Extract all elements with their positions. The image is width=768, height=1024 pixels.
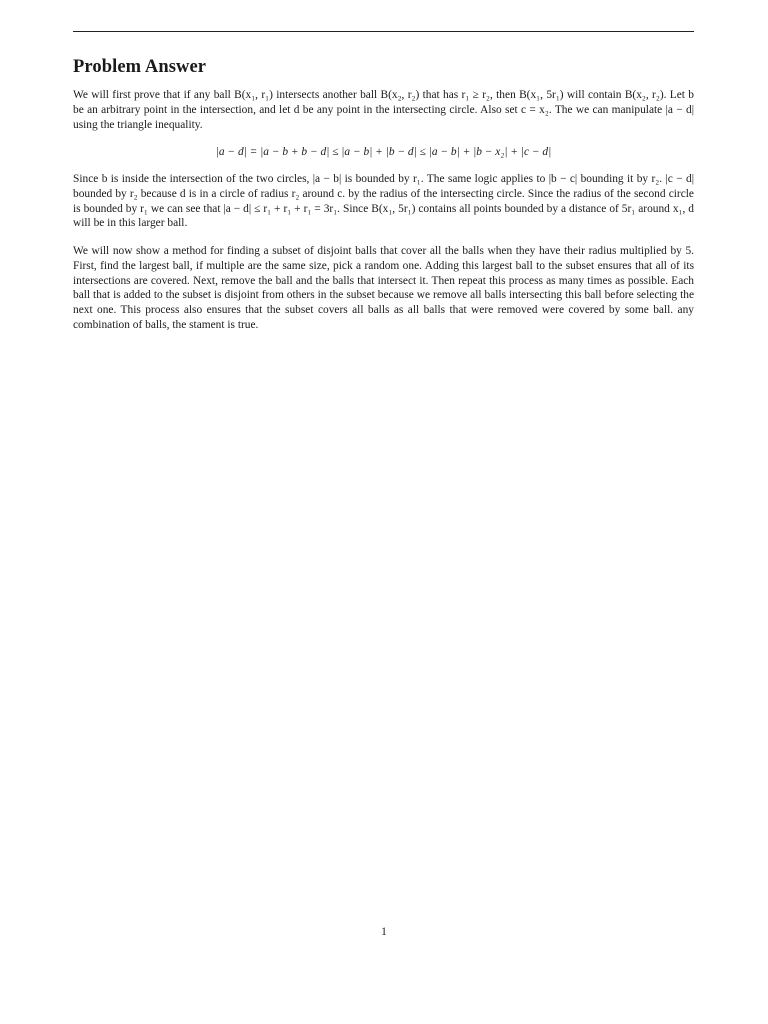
paragraph-bounds: Since b is inside the intersection of the two circles, |a − b| is bounded by r₁. The same logic applies to |b − c| bounding it by r₂. |c − d| bounded by r₂ because d is in a circle of radius r₂ around c. by the radius of the intersecting circle. Since the radius of the second circle is bounded by r₁ we can see that |a − d| ≤ r₁ + r₁ + r₁ = 3r₁. Since B(x₁, 5r₁) contains all points bounded by a distance of 5r₁ around x₁, d will be in this larger ball. bbox=[73, 173, 694, 230]
header-rule bbox=[73, 31, 694, 32]
page-number: 1 bbox=[381, 926, 387, 938]
paragraph-method: We will now show a method for finding a subset of disjoint balls that cover all the balls when they have their radius multiplied by 5. First, find the largest ball, if multiple are the same size, pick a random one. Adding this largest ball to the subset ensures that all of its intersections are covered. Next, remove the ball and the balls that intersect it. Then repeat this process as many times as possible. Each ball that is added to the subset is disjoint from others in the subset because we remove all balls intersecting this ball before selecting the next one. This process also ensures that the subset covers all balls as all balls that were removed were covered by some ball. any combination of balls, the stament is true. bbox=[73, 245, 694, 331]
display-equation: |a − d| = |a − b + b − d| ≤ |a − b| + |b − d| ≤ |a − b| + |b − x₂| + |c − d| bbox=[215, 146, 552, 158]
page-title: Problem Answer bbox=[73, 57, 207, 77]
paragraph-intro: We will first prove that if any ball B(x₁, r₁) intersects another ball B(x₂, r₂) that has r₁ ≥ r₂, then B(x₁, 5r₁) will contain B(x₂, r₂). Let b be an arbitrary point in the intersection, and let d be any point in the intersecting circle. Also set c = x₂. The we can manipulate |a − d| using the triangle inequality. bbox=[73, 89, 694, 131]
